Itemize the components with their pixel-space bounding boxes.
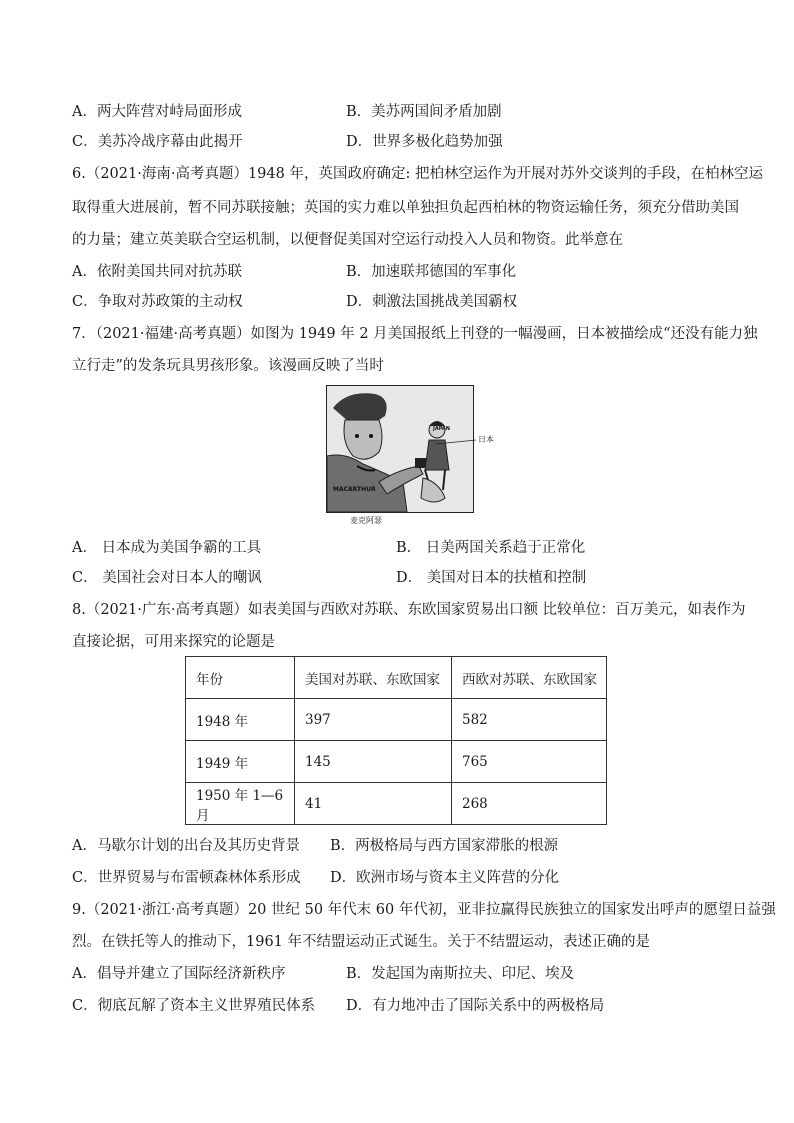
table-cell: 1949 年 [186,741,295,783]
q9-stem-line-1: 9.（2021·浙江·高考真题）20 世纪 50 年代末 60 年代初，亚非拉赢得民族独立的国家发出呼声的愿望日益强 [72,902,776,918]
q6-option-a: A．依附美国共同对抗苏联 [72,264,242,280]
table-cell: 582 [452,699,607,741]
table-row [186,699,607,741]
q9-stem-line-2: 烈。在铁托等人的推动下，1961 年不结盟运动正式诞生。关于不结盟运动，表述正确的是 [72,934,651,950]
q7-option-c: C． 美国社会对日本人的嘲讽 [72,570,262,586]
table-row [186,783,607,825]
q7-option-b: B． 日美两国关系趋于正常化 [396,540,586,556]
table-cell: 1950 年 1—6 月 [186,783,295,825]
table-header: 美国对苏联、东欧国家 [295,657,452,699]
q9-option-c: C．彻底瓦解了资本主义世界殖民体系 [72,998,316,1014]
table-cell: 268 [452,783,607,825]
table-row [186,741,607,783]
q5-option-a: A．两大阵营对峙局面形成 [72,104,242,120]
q5-option-d: D．世界多极化趋势加强 [346,134,503,150]
cartoon-label-japan: JAPAN [433,426,450,432]
q8-trade-table [185,656,607,825]
q9-option-d: D．有力地冲击了国际关系中的两极格局 [346,998,605,1014]
q7-stem-line-1: 7．（2021·福建·高考真题）如图为 1949 年 2 月美国报纸上刊登的一幅漫画，日本被描绘成“还没有能力独 [72,326,758,342]
q7-option-a: A． 日本成为美国争霸的工具 [72,540,262,556]
q8-option-c: C．世界贸易与布雷顿森林体系形成 [72,870,301,886]
table-header: 西欧对苏联、东欧国家 [452,657,607,699]
q9-option-a: A．倡导并建立了国际经济新秩序 [72,966,286,982]
q5-option-c: C．美苏冷战序幕由此揭开 [72,134,243,150]
q6-option-d: D．刺激法国挑战美国霸权 [346,294,518,310]
cartoon-label-macarthur: MACARTHUR [333,486,376,493]
cartoon-caption-japan: 日本 [478,435,494,444]
q9-option-b: B．发起国为南斯拉夫、印尼、埃及 [346,966,575,982]
q6-stem-line-1: 6.（2021·海南·高考真题）1948 年，英国政府确定: 把柏林空运作为开展对苏外交谈判的手段，在柏林空运 [72,166,763,182]
q8-option-d: D．欧洲市场与资本主义阵营的分化 [330,870,560,886]
q6-stem-line-3: 的力量；建立英美联合空运机制，以便督促美国对空运行动投入人员和物资。此举意在 [72,232,623,248]
q5-option-b: B．美苏两国间矛盾加剧 [346,104,502,120]
q6-stem-line-2: 取得重大进展前，暂不同苏联接触；英国的实力难以单独担负起西柏林的物资运输任务，须充分借助美国 [72,200,739,216]
q8-stem-line-1: 8.（2021·广东·高考真题）如表美国与西欧对苏联、东欧国家贸易出口额 比较单位：百万美元，如表作为 [72,602,746,618]
q7-option-d: D． 美国对日本的扶植和控制 [396,570,587,586]
table-cell: 41 [295,783,452,825]
table-header: 年份 [186,657,295,699]
table-cell: 397 [295,699,452,741]
cartoon-caption-macarthur: 麦克阿瑟 [350,516,382,525]
q8-stem-line-2: 直接论据，可用来探究的论题是 [72,634,275,650]
q8-option-a: A．马歇尔计划的出台及其历史背景 [72,838,300,854]
q6-option-c: C．争取对苏政策的主动权 [72,294,243,310]
table-cell: 765 [452,741,607,783]
table-cell: 145 [295,741,452,783]
table-header-row [186,657,607,699]
q6-option-b: B．加速联邦德国的军事化 [346,264,517,280]
q7-stem-line-2: 立行走”的发条玩具男孩形象。该漫画反映了当时 [72,358,384,374]
table-cell: 1948 年 [186,699,295,741]
q8-option-b: B．两极格局与西方国家滞胀的根源 [330,838,559,854]
